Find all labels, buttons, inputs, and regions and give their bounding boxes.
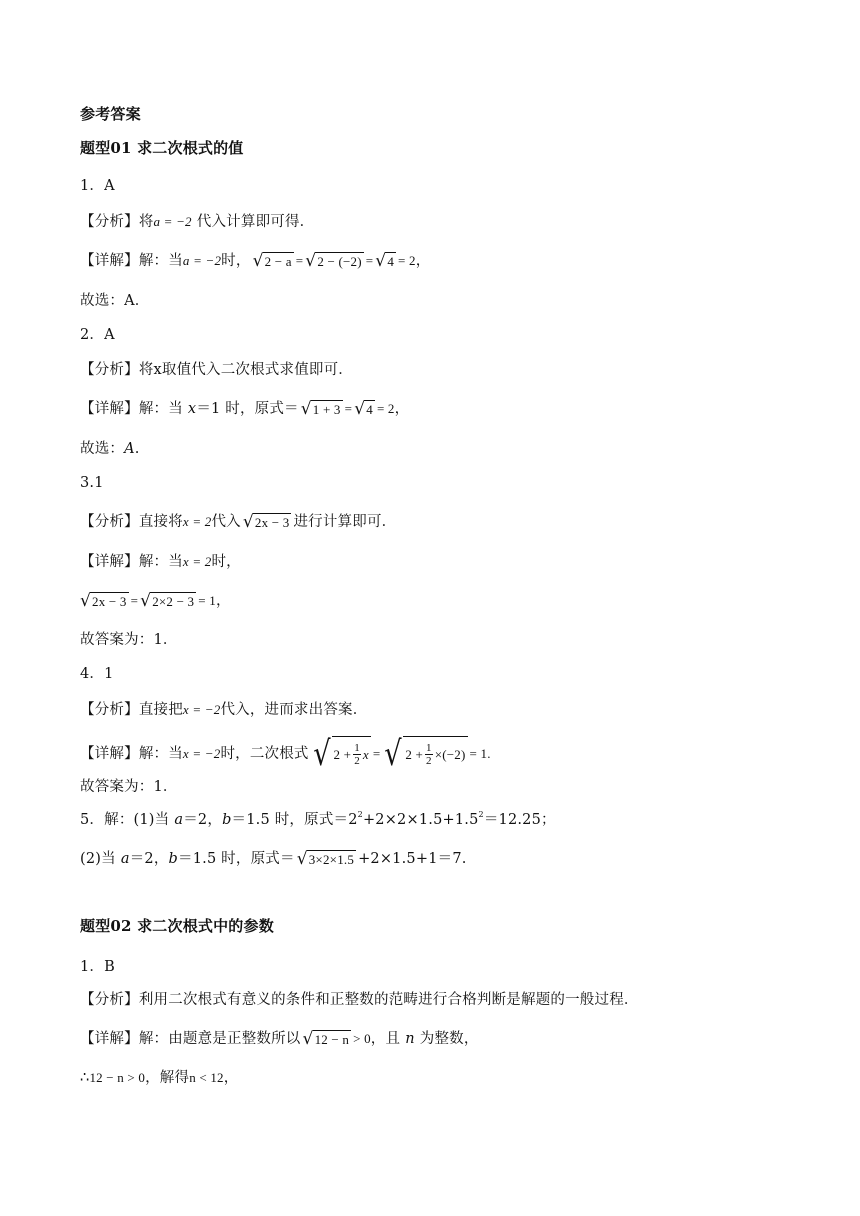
final-answer-line: 故答案为：1． [80, 632, 178, 648]
calculation-line: √ 2x − 3 = √ 2×2 − 3 = 1 ， [80, 591, 231, 611]
radical: √ 4 [375, 251, 395, 271]
detail-line: 【详解】 解：当 x ＝1 时，原式＝ √ 1 + 3 = √ 4 = 2 ， [80, 399, 410, 419]
math-expression: a = −2 [153, 214, 192, 229]
choice-line: 故选： A . [80, 441, 140, 457]
analysis-line: 【分析】 直接把 x = −2 代入，进而求出答案． [80, 702, 368, 718]
radical: √ 2x − 3 [242, 512, 290, 532]
fraction: $\frac{1}{2}$ [426, 742, 432, 767]
detail-line: 【详解】 解：当 a = −2 时， √ 2 − a = √ 2 − (−2) = √ 4 = 2 ， [80, 251, 431, 271]
analysis-line: 【分析】 利用二次根式有意义的条件和正整数的范畴进行合格判断是解题的一般过程． [80, 992, 639, 1008]
solution-line: 5．解：(1)当 a ＝2， b ＝1.5 时，原式＝2 $^2$ +2×2×1.5+1.5 $^2$ ＝12.25； [80, 810, 556, 828]
answer-line: 2．A [80, 327, 115, 343]
answer-line: 1．B [80, 959, 115, 975]
detail-line: 【详解】 解：当 x = −2 时，二次根式 √ 2 + $\frac{1}{2}$ x = √ 2 + $\frac{1}{2}$ ×(−2) = 1. [80, 734, 491, 774]
radical: √ 2 + $\frac{1}{2}$ ×(−2) [384, 734, 466, 774]
radical: √ 4 [354, 399, 373, 419]
choice-line: 故选：A． [80, 293, 150, 309]
analysis-line: 【分析】 将 a = −2 代入计算即可得． [80, 210, 314, 234]
fraction: $\frac{1}{2}$ [354, 742, 360, 767]
section-heading: 题型01 求二次根式的值 [80, 139, 244, 157]
page-title: 参考答案 [80, 105, 141, 123]
answer-line: 4．1 [80, 666, 114, 682]
math-expression: a = −2 [182, 253, 222, 268]
radical: √ 2x − 3 [80, 591, 127, 611]
radical: √ 2 − (−2) [305, 251, 362, 271]
section-heading: 题型02 求二次根式中的参数 [80, 917, 274, 935]
derivation-line: ∴ 12 − n > 0 ，解得 n < 12 ， [80, 1070, 239, 1086]
answer-line: 3.1 [80, 475, 104, 491]
radical: √ 2 − a [252, 251, 292, 271]
radical: √ 2×2 − 3 [140, 591, 195, 611]
detail-line: 【详解】 解：当 x = 2 时， [80, 554, 241, 570]
analysis-line: 【分析】 直接将 x = 2 代入 √ 2x − 3 进行计算即可． [80, 512, 397, 532]
analysis-line: 【分析】 将x取值代入二次根式求值即可． [80, 362, 353, 378]
solution-line: (2)当 a ＝2， b ＝1.5 时，原式＝ √ 3×2×1.5 +2×1.5+1＝7. [80, 849, 467, 869]
radical: √ 1 + 3 [300, 399, 341, 419]
radical: √ 2 + $\frac{1}{2}$ x [312, 734, 369, 774]
detail-line: 【详解】 解：由题意是正整数所以 √ 12 − n > 0 ，且 n 为整数， [80, 1029, 479, 1049]
answer-line: 1．A [80, 178, 115, 194]
radical: √ 3×2×1.5 [296, 849, 355, 869]
radical: √ 12 − n [302, 1029, 350, 1049]
final-answer-line: 故答案为：1． [80, 779, 178, 795]
